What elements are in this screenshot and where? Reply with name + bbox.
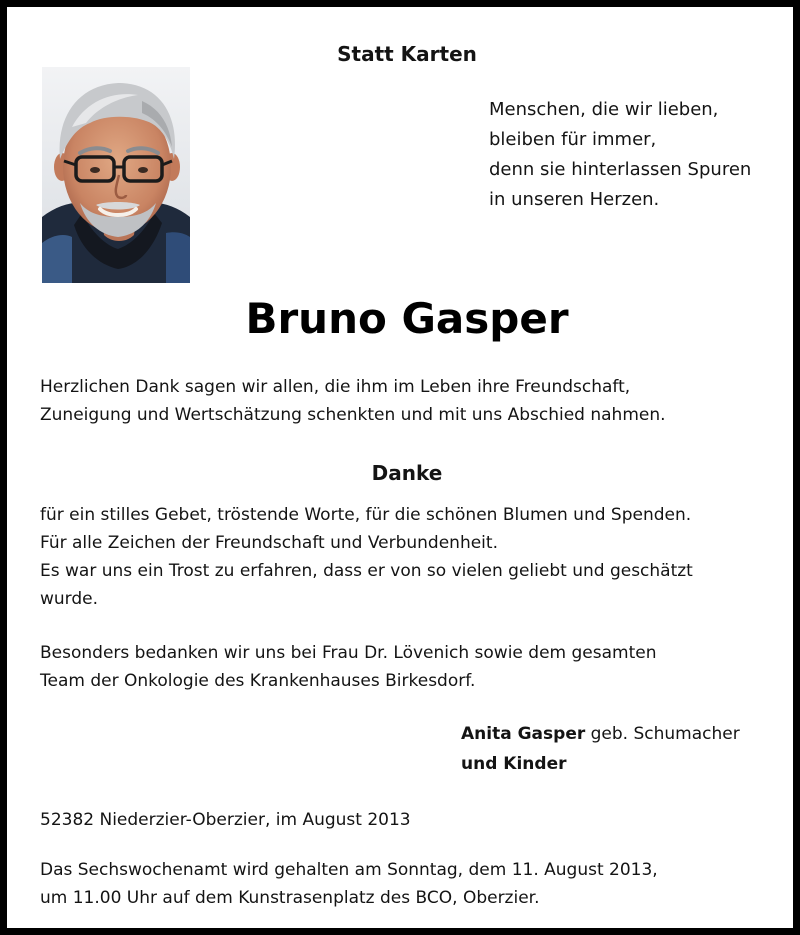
- paragraph-line: Für alle Zeichen der Freundschaft und Verbundenheit.: [40, 533, 498, 553]
- thanks-intro-paragraph: [40, 373, 666, 429]
- portrait-photo: [42, 67, 190, 283]
- paragraph-line: Das Sechswochenamt wird gehalten am Sonntag, dem 11. August 2013,: [40, 860, 658, 880]
- place-date-block: [40, 806, 411, 834]
- paragraph-line: Herzlichen Dank sagen wir allen, die ihm im Leben ihre Freundschaft,: [40, 377, 631, 397]
- signature-family: und Kinder: [461, 754, 567, 774]
- signature-line: [461, 719, 740, 749]
- signature-line: [461, 749, 740, 779]
- signature-maiden-name: geb. Schumacher: [585, 724, 740, 744]
- notice-header: Statt Karten: [337, 42, 477, 66]
- deceased-name: Bruno Gasper: [245, 294, 569, 343]
- signature-name: Anita Gasper: [461, 724, 586, 744]
- paragraph-line: Zuneigung und Wertschätzung schenkten und mit uns Abschied nahmen.: [40, 405, 666, 425]
- quote-line: in unseren Herzen.: [489, 189, 660, 210]
- quote-line: bleiben für immer,: [489, 129, 657, 150]
- quote-line: Menschen, die wir lieben,: [489, 99, 719, 120]
- danke-paragraph: [40, 501, 693, 613]
- paragraph-line: um 11.00 Uhr auf dem Kunstrasenplatz des BCO, Oberzier.: [40, 888, 540, 908]
- paragraph-line: wurde.: [40, 589, 99, 609]
- paragraph-line: Team der Onkologie des Krankenhauses Birkesdorf.: [40, 671, 476, 691]
- quote-line: denn sie hinterlassen Spuren: [489, 159, 752, 180]
- special-thanks-paragraph: [40, 639, 656, 695]
- paragraph-line: Besonders bedanken wir uns bei Frau Dr. Lövenich sowie dem gesamten: [40, 643, 657, 663]
- signature-block: [461, 719, 740, 779]
- memorial-quote: [489, 95, 751, 215]
- place-date: 52382 Niederzier-Oberzier, im August 2013: [40, 810, 411, 830]
- paragraph-line: für ein stilles Gebet, tröstende Worte, für die schönen Blumen und Spenden.: [40, 505, 692, 525]
- paragraph-line: Es war uns ein Trost zu erfahren, dass er von so vielen geliebt und geschätzt: [40, 561, 693, 581]
- danke-heading: Danke: [371, 461, 443, 485]
- service-announcement: [40, 856, 658, 912]
